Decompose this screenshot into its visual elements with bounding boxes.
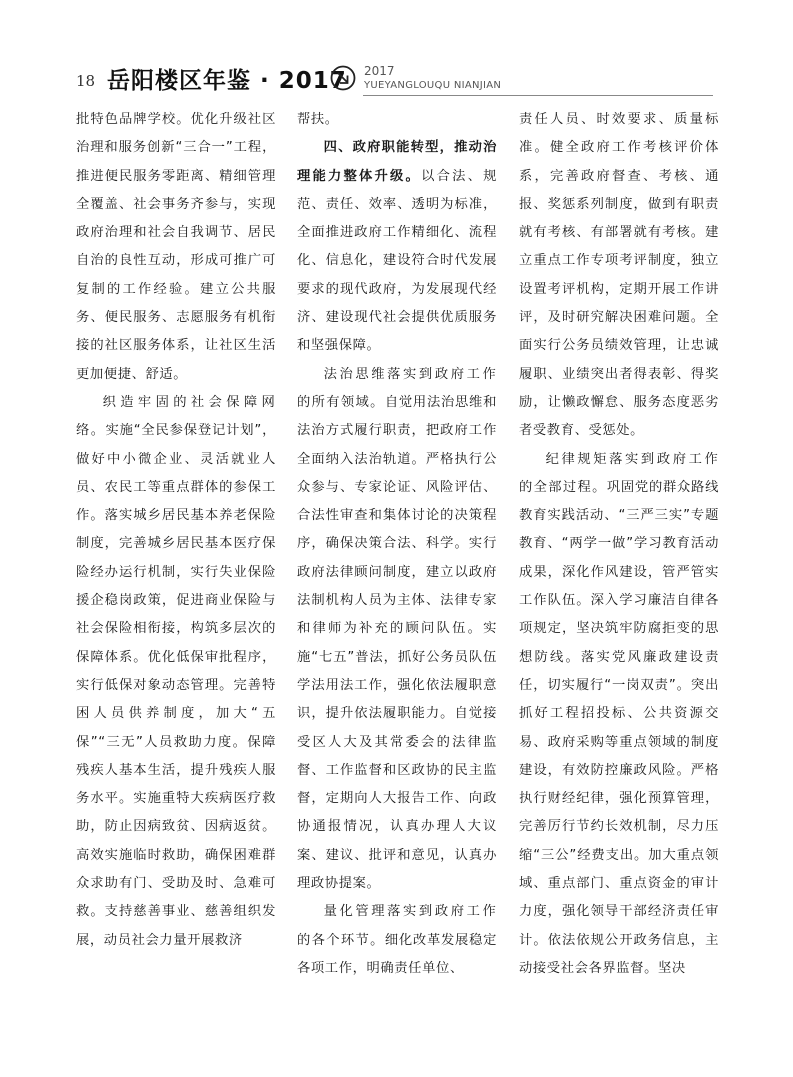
paragraph-text: 责任人员、时效要求、质量标准。健全政府工作考核评价体系，完善政府督查、考核、通报、奖惩系列制度，做到有职责就有考核、有部署就有考核。建立重点工作专项考评制度，独立设置考评机构，定期开展工作讲评，及时研究解决困难问题。全面实行公务员绩效管理，让忠诚履职、业绩突出者得表彰、得奖励，让懒政懈怠、服务态度恶劣者受教育、受惩处。 — [519, 112, 719, 439]
paragraph — [297, 361, 497, 899]
paragraph-text: 细化改革发展稳定各项工作，明确责任单位、 — [297, 932, 497, 976]
book-title: 岳阳楼区年鉴 · 2017 — [107, 68, 347, 94]
paragraph — [76, 106, 276, 389]
header-sub-pinyin: YUEYANGLOUQU NIANJIAN — [364, 80, 502, 91]
circle-arrow-logo-icon — [330, 65, 356, 91]
paragraph-lead: 织造牢固的社会保障网络。 — [76, 394, 276, 439]
page-header — [0, 0, 793, 110]
paragraph — [519, 446, 719, 984]
section-heading: 四、政府职能转型，推动治理能力整体升级。 — [297, 140, 497, 184]
paragraph-text: 批特色品牌学校。优化升级社区治理和服务创新“三合一”工程，推进便民服务零距离、精细管理全覆盖、社会事务齐参与，实现政府治理和社会自我调节、居民自治的良性互动，形成可推广可复制的工作经验。建立公共服务、便民服务、志愿服务有机衔接的社区服务体系，让社区生活更加便捷、舒适。 — [76, 112, 276, 382]
header-rule — [363, 95, 713, 96]
text-column-2 — [297, 106, 497, 983]
paragraph-text: 实施“全民参保登记计划”，做好中小微企业、灵活就业人员、农民工等重点群体的参保工作。落实城乡居民基本养老保险制度，完善城乡居民基本医疗保险经办运行机制，实行失业保险援企稳岗政策，促进商业保险与社会保险相衔接，构筑多层次的保障体系。优化低保审批程序，实行低保对象动态管理。完善特困人员供养制度，加大“五保”“三无”人员救助力度。保障残疾人基本生活，提升残疾人服务水平。实施重特大疾病医疗救助，防止因病致贫、因病返贫。高效实施临时救助，确保困难群众求助有门、受助及时、急难可救。支持慈善事业、慈善组织发展，动员社会力量开展救济 — [76, 423, 277, 948]
paragraph-text: 帮扶。 — [297, 112, 339, 127]
paragraph — [297, 106, 497, 134]
paragraph — [76, 389, 276, 955]
paragraph — [297, 898, 497, 983]
paragraph — [519, 106, 719, 446]
paragraph-lead: 法治思维落实到政府工作的所有领域。 — [297, 366, 497, 410]
paragraph — [297, 134, 497, 360]
text-column-1 — [76, 106, 276, 955]
text-column-3 — [519, 106, 719, 983]
paragraph-text: 巩固党的群众路线教育实践活动、“三严三实”专题教育、“两学一做”学习教育活动成果，深化作风建设，管严管实工作队伍。深入学习廉洁自律各项规定，坚决筑牢防腐拒变的思想防线。落实党风廉政建设责任，切实履行“一岗双责”。突出抓好工程招投标、公共资源交易、政府采购等重点领域的制度建设，有效防控廉政风险。严格执行财经纪律，强化预算管理，完善厉行节约长效机制，尽力压缩“三公”经费支出。加大重点领域、重点部门、重点资金的审计力度，强化领导干部经济责任审计。依法依规公开政务信息，主动接受社会各界监督。坚决 — [519, 479, 719, 976]
page-number: 18 — [76, 72, 96, 90]
paragraph-lead: 纪律规矩落实到政府工作的全部过程。 — [519, 451, 719, 495]
paragraph-text: 自觉用法治思维和法治方式履行职责，把政府工作全面纳入法治轨道。严格执行公众参与、专家论证、风险评估、合法性审查和集体讨论的决策程序，确保决策合法、科学。实行政府法律顾问制度，建立以政府法制机构人员为主体、法律专家和律师为补充的顾问队伍。实施“七五”普法，抓好公务员队伍学法用法工作，强化依法履职意识，提升依法履职能力。自觉接受区人大及其常委会的法律监督、工作监督和区政协的民主监督，定期向人大报告工作、向政协通报情况，认真办理人大议案、建议、批评和意见，认真办理政协提案。 — [297, 394, 497, 892]
header-sub-year: 2017 — [364, 64, 395, 78]
paragraph-text: 以合法、规范、责任、效率、透明为标准，全面推进政府工作精细化、流程化、信息化，建设符合时代发展要求的现代政府，为发展现代经济、建设现代社会提供优质服务和坚强保障。 — [297, 168, 497, 354]
paragraph-lead: 量化管理落实到政府工作的各个环节。 — [297, 904, 497, 948]
